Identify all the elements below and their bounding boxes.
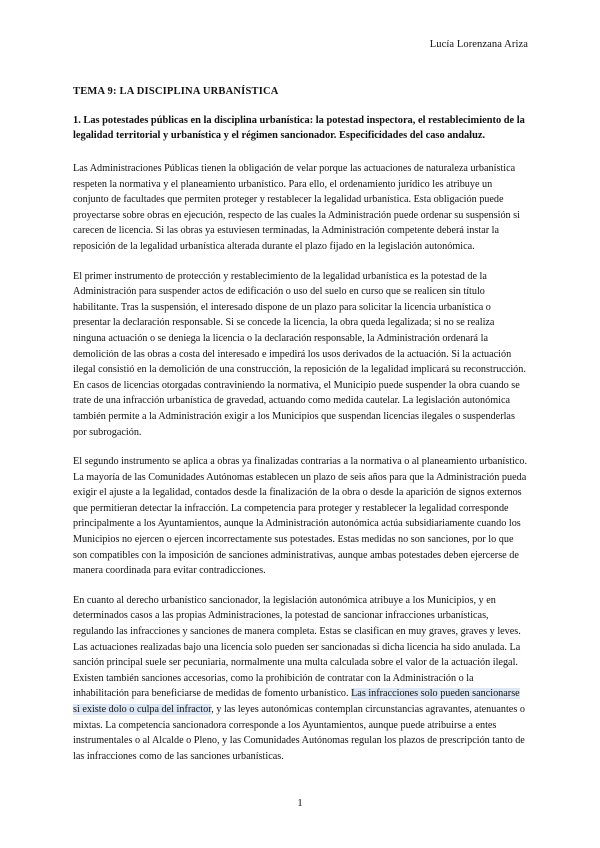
- paragraph-4: [73, 593, 528, 765]
- section-heading: 1. Las potestades públicas en la disciplina urbanística: la potestad inspectora, el restablecimiento de la legalidad territorial y urbanística y el régimen sancionador. Especificidades del caso andaluz.: [73, 115, 525, 141]
- paragraph-1: Las Administraciones Públicas tienen la obligación de velar porque las actuaciones de naturaleza urbanística respeten la normativa y el planeamiento urbanístico. Para ello, el ordenamiento jurídico les atribuye un conjunto de facultades que permiten proteger y restablecer la legalidad urbanística. Esta obligación puede proyectarse sobre obras en ejecución, respecto de las cuales la Administración puede ordenar su suspensión si carecen de licencia. Si las obras ya estuviesen terminadas, la Administración competente deberá instar la reposición de la legalidad urbanística alterada durante el plazo fijado en la legislación autonómica.: [73, 163, 520, 252]
- header-author: Lucía Lorenzana Ariza: [429, 39, 528, 50]
- page-number: 1: [297, 797, 303, 809]
- paragraph-2: El primer instrumento de protección y restablecimiento de la legalidad urbanística es la potestad de la Administración para suspender actos de edificación o uso del suelo en curso que se realicen sin título habilitante. Tras la suspensión, el interesado dispone de un plazo para solicitar la licencia urbanística o presentar la declaración responsable. Si se concede la licencia, la obra queda legalizada; si no se realiza ninguna actuación o se deniega la licencia o la declaración responsable, la Administración ordenará la demolición de las obras a costa del interesado e impedirá los usos derivados de la actuación. Si la actuación ilegal consistió en la demolición de una construcción, la reposición de la legalidad implicará su reconstrucción. En casos de licencias otorgadas contraviniendo la normativa, el Municipio puede suspender la obra cuando se trate de una infracción urbanística de gravedad, actuando como medida cautelar. La legislación autonómica también permite a la Administración exigir a los Municipios que suspendan licencias ilegales o suspenderlas por subrogación.: [73, 270, 526, 438]
- document-body: [73, 86, 528, 778]
- paragraph-4-text-before: En cuanto al derecho urbanístico sancionador, la legislación autonómica atribuye a los Municipios, y en determinados casos a las propias Administraciones, la potestad de sancionar infracciones urbanísticas, regulando las infracciones y sanciones de manera completa. Estas se clasifican en muy graves, graves y leves. Las actuaciones realizadas bajo una licencia solo pueden ser sancionadas si dicha licencia ha sido anulada. La sanción principal suele ser pecuniaria, normalmente una multa calculada sobre el valor de la actuación ilegal. Existen también sanciones accesorias, como la prohibición de contratar con la Administración o la inhabilitación para beneficiarse de medidas de fomento urbanístico.: [73, 594, 521, 700]
- paragraph-3: El segundo instrumento se aplica a obras ya finalizadas contrarias a la normativa o al planeamiento urbanístico. La mayoría de las Comunidades Autónomas establecen un plazo de seis años para que la Administración pueda exigir el ajuste a la legalidad, contados desde la finalización de la obra o desde la aparición de signos externos que permitieran detectar la infracción. La competencia para proteger y restablecer la legalidad corresponde principalmente a los Ayuntamientos, aunque la Administración autonómica actúa subsidiariamente cuando los Municipios no ejercen o ejercen incorrectamente sus potestades. Estas medidas no son sanciones, por lo que son compatibles con la imposición de sanciones administrativas, aunque ambas potestades deben ejercerse de manera coordinada para evitar contradicciones.: [73, 456, 528, 577]
- highlighted-text: Las infracciones solo pueden sancionarse si existe dolo o culpa del infractor: [73, 688, 520, 715]
- paragraph-4-text-after: , y las leyes autonómicas contemplan circunstancias agravantes, atenuantes o mixtas. La competencia sancionadora corresponde a los Ayuntamientos, aunque puede atribuirse a entes instrumentales o al Alcalde o Pleno, y las Comunidades Autónomas regulan los plazos de prescripción tanto de las infracciones como de las sanciones urbanísticas.: [73, 704, 525, 762]
- document-title: TEMA 9: LA DISCIPLINA URBANÍSTICA: [73, 86, 279, 97]
